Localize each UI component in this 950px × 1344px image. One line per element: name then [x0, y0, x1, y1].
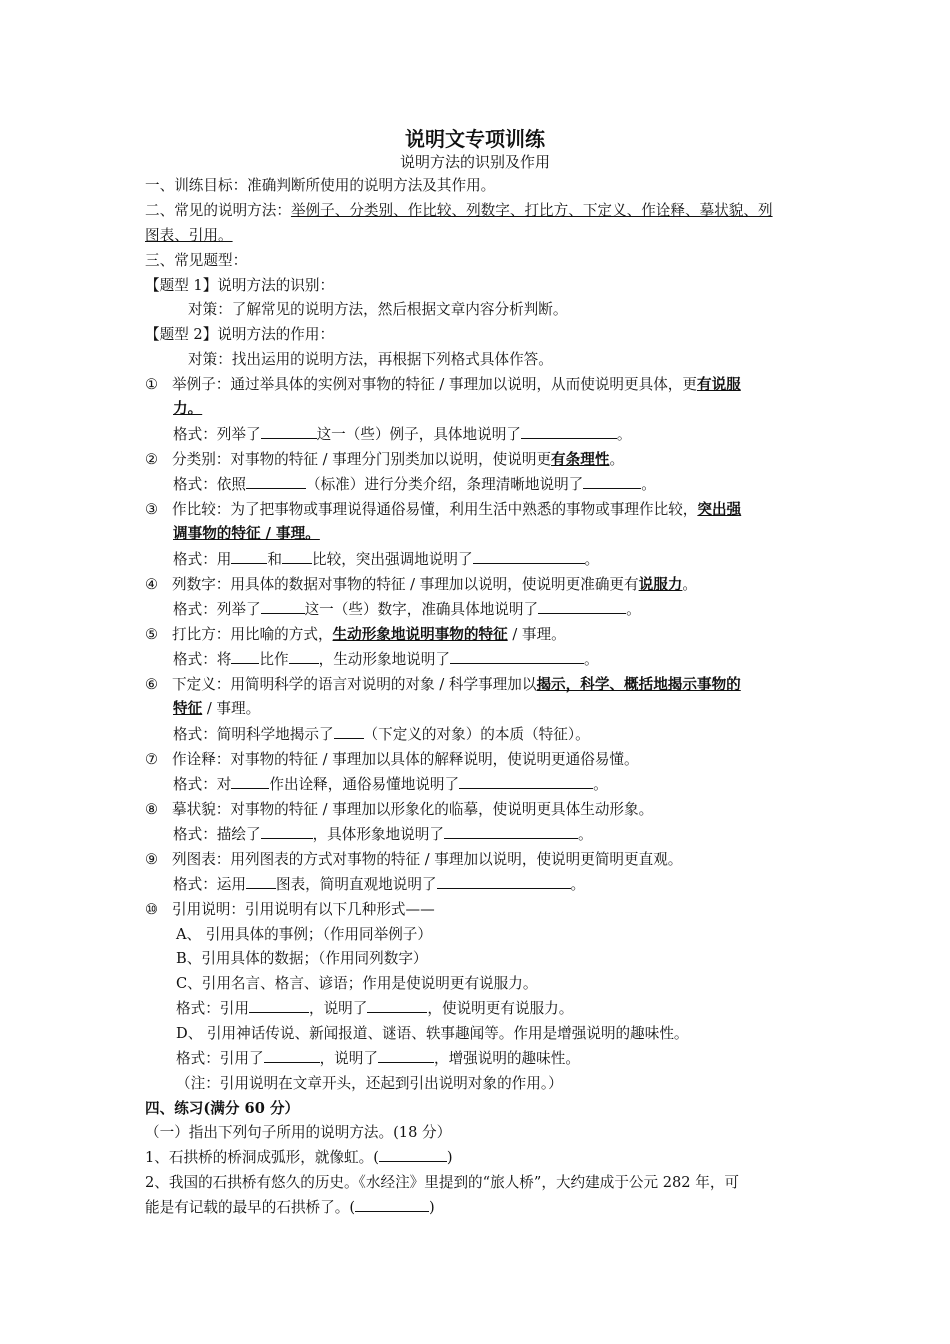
answer-blank[interactable] [261, 599, 305, 614]
answer-blank[interactable] [378, 1048, 434, 1063]
section-methods-cont [145, 225, 810, 247]
format-text: 比较，突出强调地说明了 [312, 551, 473, 568]
format-compare [173, 549, 838, 571]
quote-note: （注：引用说明在文章开头，还起到引出说明对象的作用。） [176, 1075, 563, 1092]
method-numbers [145, 574, 810, 596]
format-text: 作出诠释，通俗易懂地说明了 [269, 776, 460, 793]
quote-form-a: A、 引用具体的事例；（作用同举例子） [176, 926, 432, 943]
format-metaphor [173, 649, 838, 671]
method-emphasis: 揭示，科学、概括地揭示事物的 [536, 676, 741, 693]
answer-blank[interactable] [583, 474, 641, 489]
format-text: 格式：运用 [173, 876, 246, 893]
section-types: 三、常见题型： [145, 252, 248, 269]
method-desc: 引用说明：引用说明有以下几种形式—— [172, 901, 435, 918]
format-text: 格式：依照 [173, 476, 246, 493]
section-methods-prefix: 二、常见的说明方法： [145, 202, 291, 219]
format-text: 。 [593, 776, 608, 793]
method-chart [145, 849, 810, 871]
answer-blank[interactable] [379, 1147, 447, 1162]
method-number: ⑩ [145, 901, 159, 918]
answer-blank[interactable] [231, 549, 267, 564]
format-text: 和 [267, 551, 282, 568]
format-text: ，说明了 [319, 1050, 378, 1067]
method-desc: 打比方：用比喻的方式， [172, 626, 333, 643]
answer-blank[interactable] [459, 774, 593, 789]
format-text: （标准）进行分类介绍，条理清晰地说明了 [305, 476, 584, 493]
format-text: 。 [616, 426, 632, 443]
method-desc: 。 [682, 576, 698, 593]
answer-blank[interactable] [261, 824, 313, 839]
method-desc: 摹状貌：对事物的特征 / 事理加以形象化的临摹，使说明更具体生动形象。 [172, 801, 654, 818]
format-text: （下定义的对象）的本质（特征）。 [363, 726, 590, 743]
method-compare [145, 499, 810, 521]
method-number: ⑦ [145, 751, 159, 768]
answer-blank[interactable] [521, 424, 617, 439]
method-number: ④ [145, 576, 159, 593]
question-text: ) [429, 1199, 435, 1216]
answer-blank[interactable] [261, 424, 317, 439]
method-number: ⑤ [145, 626, 159, 643]
method-number: ⑥ [145, 676, 159, 693]
method-classify [145, 449, 810, 471]
format-numbers [173, 599, 838, 621]
format-text: 比作 [259, 651, 289, 668]
method-emphasis: 说服力 [638, 576, 683, 593]
format-text: ，生动形象地说明了 [318, 651, 450, 668]
format-text: 格式：引用了 [176, 1050, 264, 1067]
method-definition [145, 674, 810, 696]
section-methods [145, 200, 810, 222]
format-text: ，使说明更有说服力。 [427, 1000, 574, 1017]
method-desc: / 事理。 [507, 626, 566, 643]
answer-blank[interactable] [538, 599, 626, 614]
type2-strategy: 对策：找出运用的说明方法，再根据下列格式具体作答。 [188, 351, 553, 368]
method-emphasis: 调事物的特征 / 事理。 [173, 525, 320, 542]
format-text: ，说明了 [308, 1000, 368, 1017]
format-chart [173, 874, 838, 896]
method-definition-cont [173, 698, 838, 720]
format-text: 格式：引用 [176, 1000, 249, 1017]
answer-blank[interactable] [231, 649, 259, 664]
answer-blank[interactable] [246, 874, 276, 889]
format-text: 。 [626, 601, 641, 618]
method-number: ② [145, 451, 159, 468]
method-number: ③ [145, 501, 159, 518]
exercise-q1 [145, 1147, 810, 1169]
format-definition [173, 724, 838, 746]
quote-form-d: D、 引用神话传说、新闻报道、谜语、轶事趣闻等。作用是增强说明的趣味性。 [176, 1025, 689, 1042]
answer-blank[interactable] [450, 649, 584, 664]
type2-label: 【题型 2】说明方法的作用： [145, 326, 335, 343]
exercise-part1: （一）指出下列句子所用的说明方法。(18 分） [145, 1124, 452, 1141]
method-emphasis: 特征 [173, 700, 203, 717]
exercise-q2: 2、我国的石拱桥有悠久的历史。《水经注》里提到的“旅人桥”，大约建成于公元 282 年，可 [145, 1174, 740, 1191]
method-desc: 列数字：用具体的数据对事物的特征 / 事理加以说明，使说明更准确更有 [172, 576, 639, 593]
format-example [173, 424, 838, 446]
method-metaphor [145, 624, 810, 646]
method-desc: 作比较：为了把事物或事理说得通俗易懂，利用生活中熟悉的事物或事理作比较， [172, 501, 698, 518]
answer-blank[interactable] [282, 549, 312, 564]
method-example [145, 374, 810, 396]
format-text: 这一（些）数字，准确具体地说明了 [304, 601, 539, 618]
method-desc: 分类别：对事物的特征 / 事理分门别类加以说明，使说明更 [172, 451, 552, 468]
format-classify [173, 474, 838, 496]
format-text: 格式：列举了 [173, 426, 261, 443]
format-text: 。 [584, 551, 600, 568]
format-explain [173, 774, 838, 796]
question-text: ) [446, 1149, 453, 1166]
format-describe [173, 824, 838, 846]
method-number: ⑨ [145, 851, 159, 868]
answer-blank[interactable] [334, 724, 364, 739]
method-emphasis: 力。 [173, 400, 203, 417]
format-text: 格式：描绘了 [173, 826, 261, 843]
answer-blank[interactable] [473, 549, 585, 564]
format-text: 格式：用 [173, 551, 232, 568]
format-text: 。 [570, 876, 586, 893]
method-compare-cont [173, 523, 838, 545]
format-text: 。 [641, 476, 656, 493]
type1-label: 【题型 1】说明方法的识别： [145, 277, 335, 294]
page-subtitle: 说明方法的识别及作用 [399, 153, 550, 171]
answer-blank[interactable] [437, 874, 571, 889]
exercise-q2-cont [145, 1197, 810, 1219]
format-quote-d [176, 1048, 841, 1070]
format-text: 格式：将 [173, 651, 232, 668]
method-quote [145, 899, 810, 921]
question-text: 1、石拱桥的桥洞成弧形，就像虹。( [145, 1149, 379, 1166]
section-goal: 一、训练目标：准确判断所使用的说明方法及其作用。 [145, 177, 496, 194]
answer-blank[interactable] [249, 998, 309, 1013]
answer-blank[interactable] [444, 824, 578, 839]
method-desc: / 事理。 [202, 700, 261, 717]
quote-form-c: C、引用名言、格言、谚语；作用是使说明更有说服力。 [176, 975, 538, 992]
method-example-cont [173, 398, 838, 420]
method-desc: 举例子：通过举具体的实例对事物的特征 / 事理加以说明，从而使说明更具体，更 [172, 376, 697, 393]
answer-blank[interactable] [231, 774, 269, 789]
format-text: ，增强说明的趣味性。 [433, 1050, 580, 1067]
method-number: ① [145, 376, 159, 393]
method-desc: 下定义：用简明科学的语言对说明的对象 / 科学事理加以 [172, 676, 537, 693]
type1-strategy: 对策：了解常见的说明方法，然后根据文章内容分析判断。 [188, 301, 568, 318]
format-text: 。 [583, 651, 599, 668]
format-text: 这一（些）例子，具体地说明了 [316, 426, 521, 443]
format-text: 图表，简明直观地说明了 [275, 876, 437, 893]
method-emphasis: 突出强 [697, 501, 742, 518]
format-text: ，具体形象地说明了 [312, 826, 444, 843]
method-desc: 作诠释：对事物的特征 / 事理加以具体的解释说明，使说明更通俗易懂。 [172, 751, 639, 768]
section-exercise: 四、练习(满分 60 分） [145, 1100, 300, 1117]
method-number: ⑧ [145, 801, 159, 818]
format-text: 格式：列举了 [173, 601, 261, 618]
answer-blank[interactable] [367, 998, 427, 1013]
method-desc: 列图表：用列图表的方式对事物的特征 / 事理加以说明，使说明更简明更直观。 [172, 851, 683, 868]
method-emphasis: 有说服 [696, 376, 741, 393]
format-quote-c [176, 998, 841, 1020]
quote-form-b: B、引用具体的数据；（作用同列数字） [176, 950, 428, 967]
method-desc: 。 [609, 451, 625, 468]
format-text: 格式：对 [173, 776, 232, 793]
method-describe [145, 799, 810, 821]
page-title: 说明文专项训练 [405, 127, 545, 151]
answer-blank[interactable] [264, 1048, 320, 1063]
method-explain [145, 749, 810, 771]
format-text: 。 [577, 826, 593, 843]
method-emphasis: 生动形象地说明事物的特征 [332, 626, 508, 643]
answer-blank[interactable] [246, 474, 306, 489]
question-text: 能是有记载的最早的石拱桥了。( [145, 1199, 356, 1216]
methods-list-1: 举例子、分类别、作比较、列数字、打比方、下定义、作诠释、摹状貌、列 [290, 202, 773, 219]
format-text: 格式：简明科学地揭示了 [173, 726, 334, 743]
answer-blank[interactable] [289, 649, 319, 664]
method-emphasis: 有条理性 [551, 451, 610, 468]
answer-blank[interactable] [355, 1197, 429, 1212]
methods-list-2: 图表、引用。 [145, 227, 233, 244]
